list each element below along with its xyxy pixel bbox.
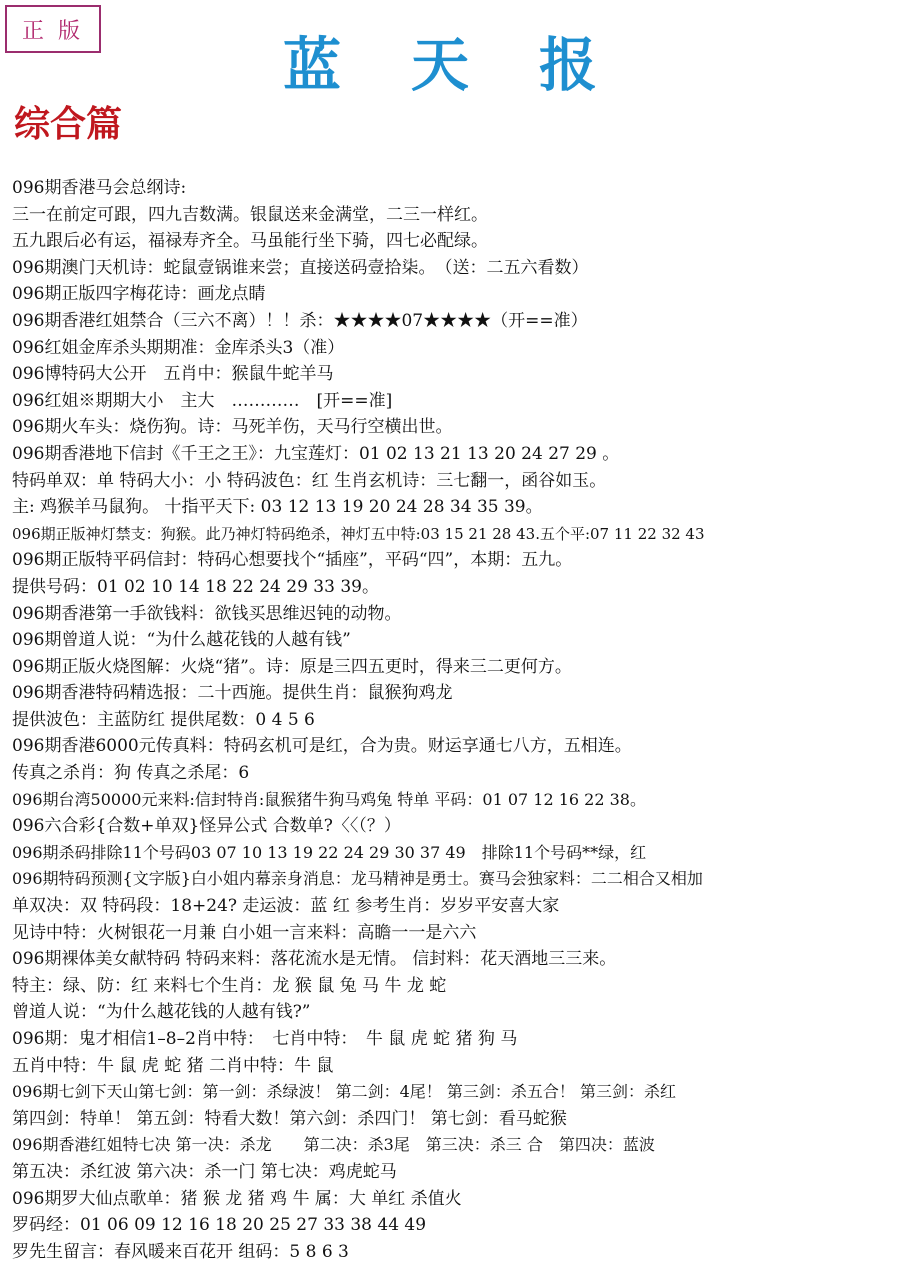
text-line: 096红姐※期期大小 主大 ………… [开==准] [12,390,393,411]
text-line: 五肖中特：牛 鼠 虎 蛇 猪 二肖中特：牛 鼠 [12,1055,334,1076]
text-line: 096期香港地下信封《千王之王》：九宝莲灯：01 02 13 21 13 20 24 27 29 。 [12,443,620,464]
text-line: 096期正版火烧图解：火烧“猪”。诗：原是三四五更时，得来三二更何方。 [12,656,572,677]
text-line: 096期正版神灯禁支：狗猴。此乃神灯特码绝杀，神灯五中特:03 15 21 28 43.五个平:07 11 22 32 43 [12,524,705,543]
text-line: 096期罗大仙点歌单：猪 猴 龙 猪 鸡 牛 属：大 单红 杀值火 [12,1188,462,1209]
text-line: 096期台湾50000元来料:信封特肖:鼠猴猪牛狗马鸡兔 特单 平码：01 07 12 16 22 38。 [12,789,646,809]
text-line: 096期香港红姐特七决 第一决：杀龙 第二决：杀3尾 第三决：杀三 合 第四决：蓝波 [12,1135,655,1155]
text-line: 096期香港第一手欲钱料：欲钱买思维迟钝的动物。 [12,603,402,624]
text-line: 096期裸体美女献特码 特码来料：落花流水是无情。 信封料：花天酒地三三来。 [12,949,617,970]
text-line: 提供波色：主蓝防红 提供尾数：0 4 5 6 [12,709,315,730]
text-line: 单双决：双 特码段：18+24? 走运波：蓝 红 参考生肖：岁岁平安喜大家 [12,896,560,917]
text-line: 特主：绿、防：红 来料七个生肖：龙 猴 鼠 兔 马 牛 龙 蛇 [12,975,447,996]
text-line: 096红姐金库杀头期期准：金库杀头3（准） [12,337,345,358]
text-line: 曾道人说：“为什么越花钱的人越有钱?” [12,1002,311,1023]
text-line: 096期香港马会总纲诗: [12,178,187,198]
text-line: 096期七剑下天山第七剑：第一剑：杀绿波！ 第二剑：4尾！ 第三剑：杀五合！ 第三剑：杀红 [12,1082,676,1102]
content-body [12,175,896,1265]
text-line: 096博特码大公开 五肖中：猴鼠牛蛇羊马 [12,364,334,385]
text-line: 096期香港特码精选报：二十西施。提供生肖：鼠猴狗鸡龙 [12,683,453,704]
text-line: 096期杀码排除11个号码03 07 10 13 19 22 24 29 30 37 49 排除11个号码**绿，红 [12,842,647,862]
masthead-title: 蓝天报 [282,31,667,99]
text-line: 第四剑：特单！ 第五剑：特看大数！第六剑：杀四门！ 第七剑：看马蛇猴 [12,1108,567,1129]
text-line: 096期澳门天机诗：蛇鼠壹锅谁来尝；直接送码壹拾柒。 （送：二五六看数） [12,257,589,278]
text-line: 主: 鸡猴羊马鼠狗。 十指平天下: 03 12 13 19 20 24 28 34 35 39。 [12,497,543,518]
text-line: 第五决：杀红波 第六决：杀一门 第七决：鸡虎蛇马 [12,1161,397,1182]
text-line: 096期特码预测{文字版}白小姐内幕亲身消息：龙马精神是勇士。赛马会独家料：二二相合又相加 [12,869,703,889]
text-line: 096期曾道人说：“为什么越花钱的人越有钱” [12,630,351,651]
text-line: 见诗中特：火树银花一月兼 白小姐一言来料：高瞻一一是六六 [12,922,477,943]
text-line: 096期香港红姐禁合（三六不离）！！杀：★★★★07★★★★（开==准） [12,310,588,331]
text-line: 罗先生留言：春风暖来百花开 组码：5 8 6 3 [12,1241,349,1262]
section-title: 综合篇 [14,103,123,145]
text-line: 罗码经：01 06 09 12 16 18 20 25 27 33 38 44 49 [12,1215,427,1236]
text-line: 三一在前定可跟，四九吉数满。银鼠送来金满堂，二三一样红。 [12,204,488,225]
text-line: 传真之杀肖：狗 传真之杀尾：6 [12,763,250,784]
text-line: 特码单双：单 特码大小：小 特码波色：红 生肖玄机诗：三七翻一，函谷如玉。 [12,470,607,491]
text-line: 提供号码：01 02 10 14 18 22 24 29 33 39。 [12,576,379,597]
text-line: 096期火车头：烧伤狗。诗：马死羊伤，天马行空横出世。 [12,417,453,438]
text-line: 096期：鬼才相信1–8–2肖中特： 七肖中特： 牛 鼠 虎 蛇 猪 狗 马 [12,1029,518,1049]
text-line: 096六合彩{合数+单双}怪异公式 合数单?〈〈（？） [12,816,401,837]
text-line: 096期香港6000元传真料：特码玄机可是红，合为贵。财运享通七八方，五相连。 [12,736,632,757]
text-line: 096期正版特平码信封：特码心想要找个“插座”，平码“四”，本期：五九。 [12,550,573,571]
edition-badge: 正版 [5,5,101,53]
text-line: 五九跟后必有运，福禄寿齐全。马虽能行坐下骑，四七必配绿。 [12,231,488,252]
text-line: 096期正版四字梅花诗：画龙点睛 [12,284,266,305]
